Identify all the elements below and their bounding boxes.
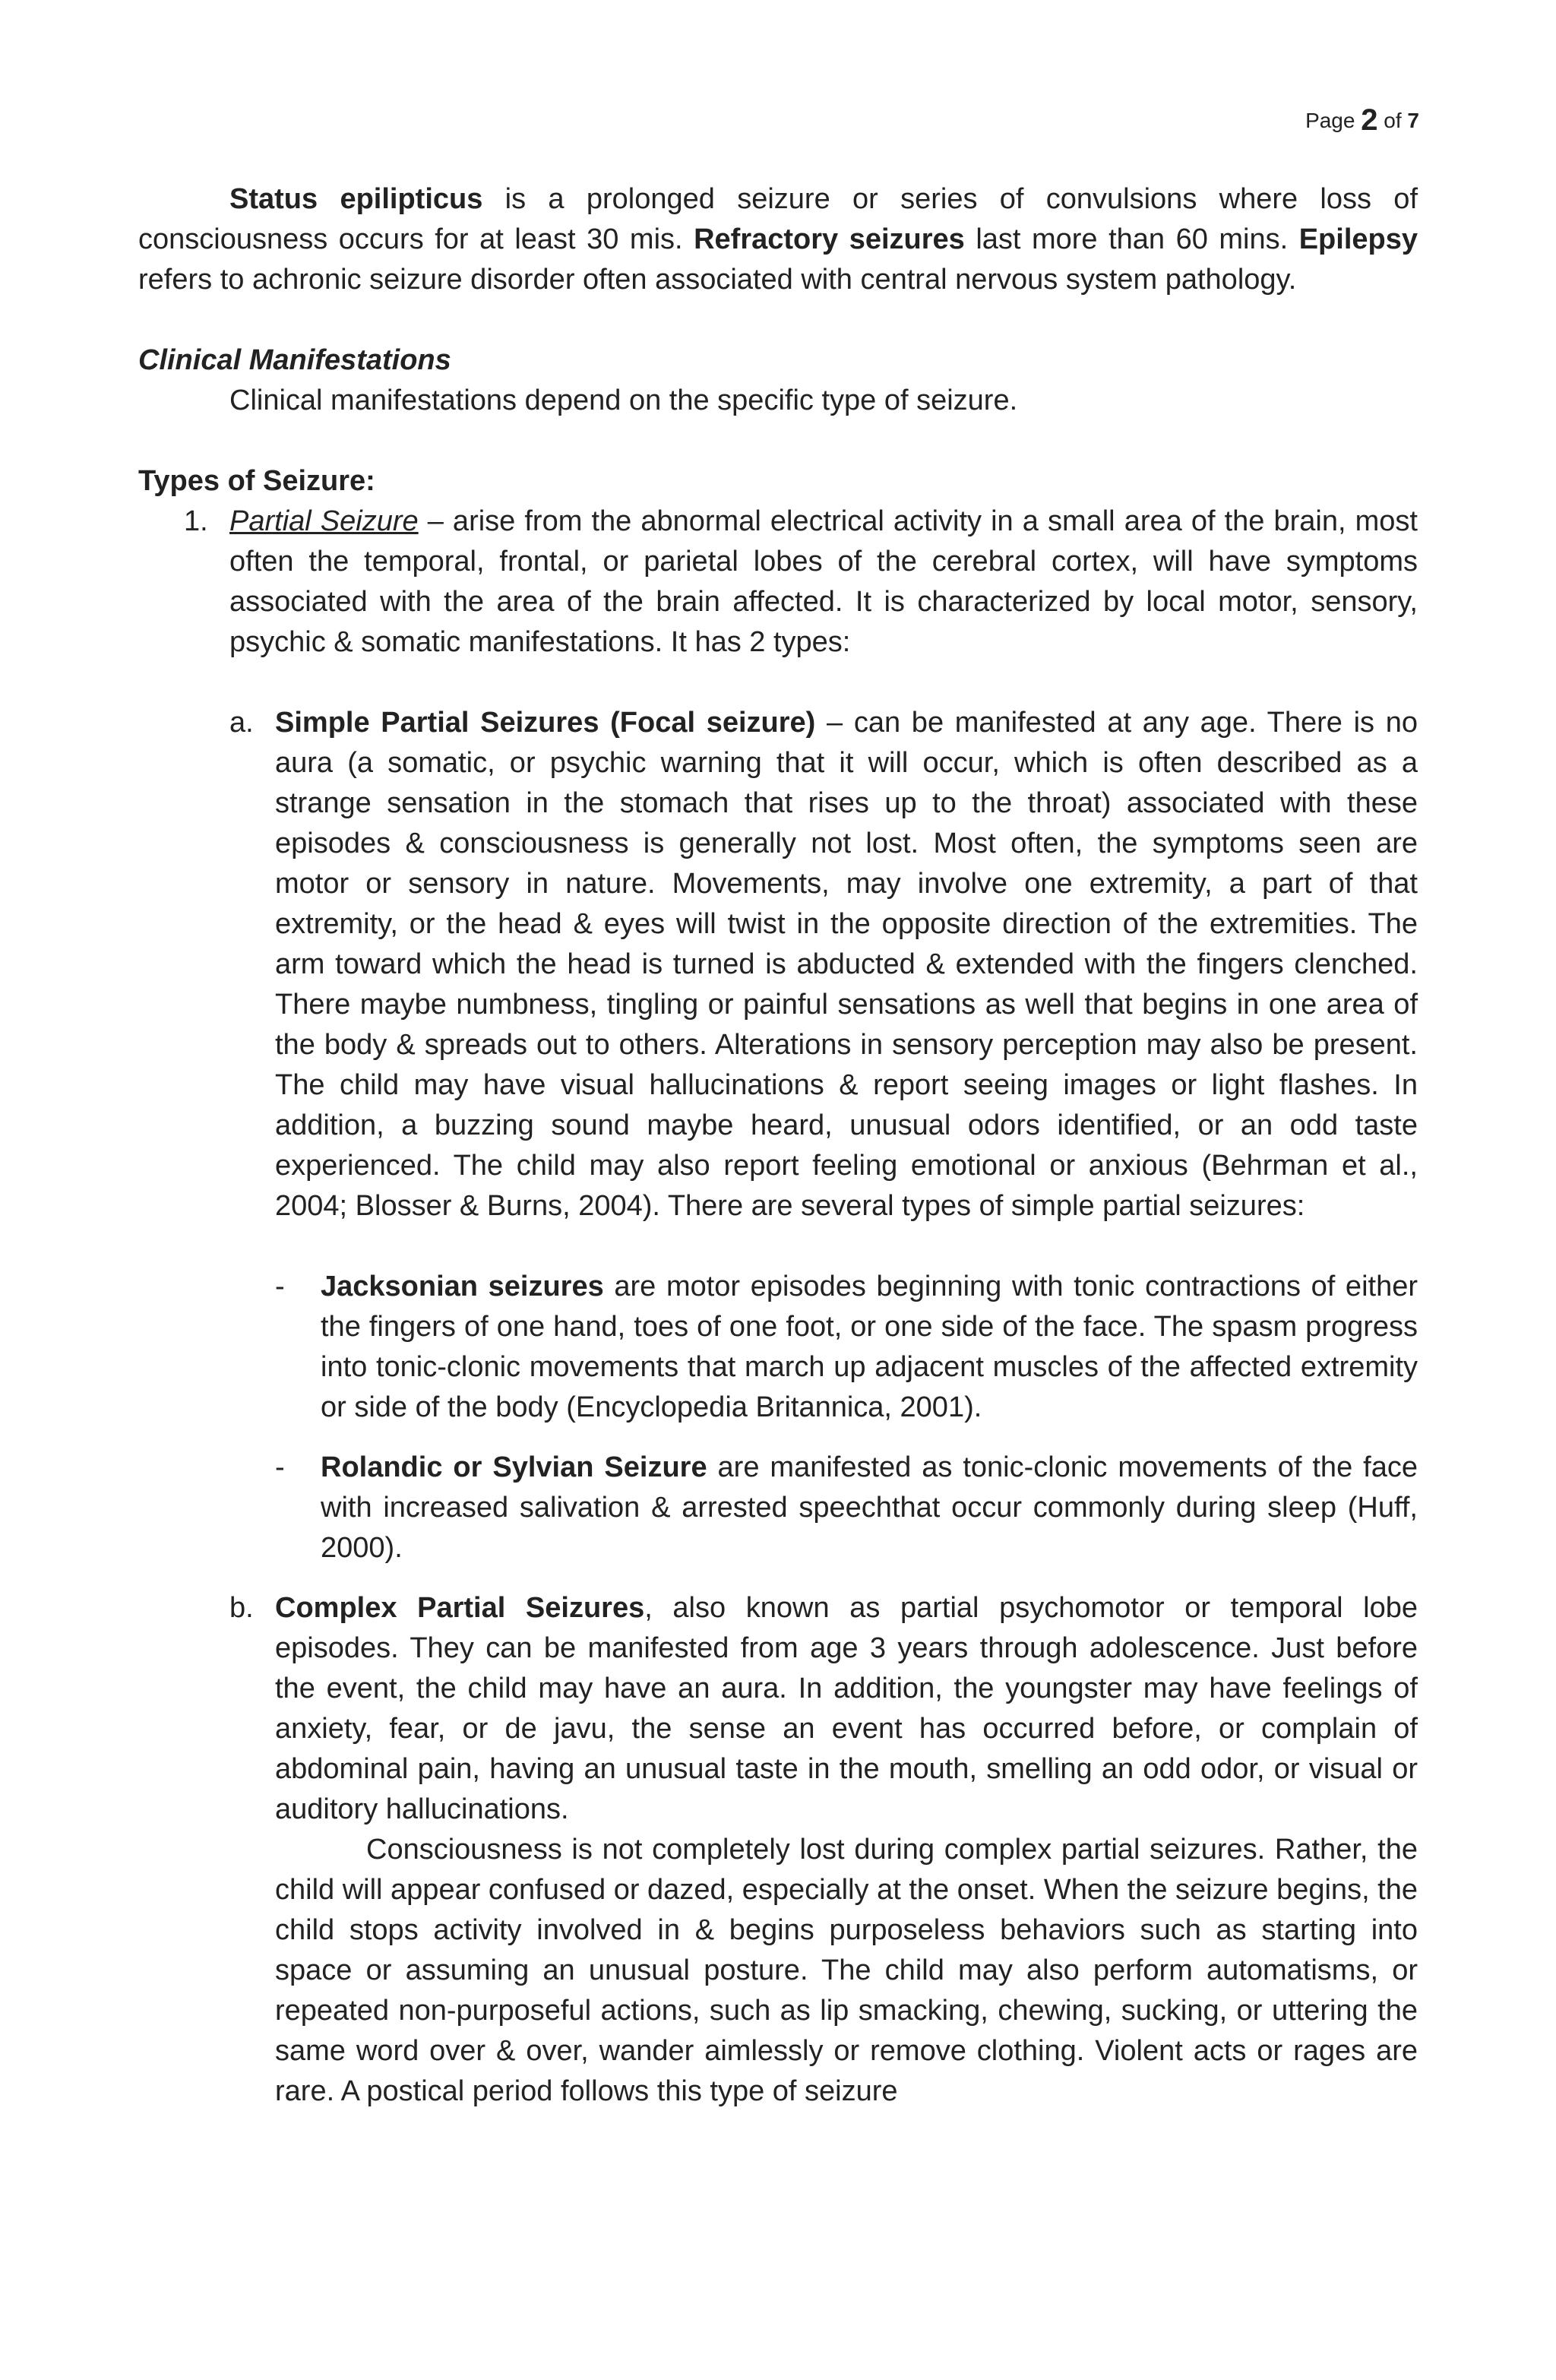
list-item-complex-partial xyxy=(138,1588,1418,1830)
complex-partial-para2: Consciousness is not completely lost during complex partial seizures. Rather, the child will appear confused or dazed, especially at the onset. When the seizure begins, the child stops activity involved in & begins purposeless behaviors such as starting into space or assuming an unusual posture. The child may also perform automatisms, or repeated non-purposeful actions, such as lip smacking, chewing, sucking, or uttering the same word over & over, wander aimlessly or remove clothing. Violent acts or rages are rare. A postical period follows this type of seizure xyxy=(275,1834,1418,2107)
jacksonian-text: are motor episodes beginning with tonic contractions of either the fingers of one hand, toes of one foot, or one side of the face. The spasm progress into tonic-clonic movements that march up adjacent muscles of the affected extremity or side of the body (Encyclopedia Britannica, 2001). xyxy=(321,1271,1418,1423)
term-epilepsy: Epilepsy xyxy=(1298,223,1418,255)
list-item-simple-partial xyxy=(138,703,1418,1226)
sub-marker-b: b. xyxy=(229,1592,254,1624)
page-number xyxy=(1305,103,1419,138)
types-heading: Types of Seizure: xyxy=(138,465,375,497)
dash-marker: - xyxy=(275,1451,285,1483)
term-status-epilipticus: Status epilipticus xyxy=(229,183,483,215)
clinical-heading: Clinical Manifestations xyxy=(138,344,451,376)
clinical-body: Clinical manifestations depend on the specific type of seizure. xyxy=(229,385,1018,416)
list-item-jacksonian xyxy=(138,1267,1418,1428)
term-simple-partial: Simple Partial Seizures (Focal seizure) xyxy=(275,707,816,739)
list-item-partial-seizure xyxy=(138,502,1418,663)
list-item-rolandic xyxy=(138,1448,1418,1568)
rolandic-text: are manifested as tonic-clonic movements of the face with increased salivation & arrested speechthat occur commonly during sleep (Huff, 2000). xyxy=(321,1451,1418,1564)
intro-text-2: last more than 60 mins. xyxy=(964,223,1299,255)
simple-partial-text: – can be manifested at any age. There is no aura (a somatic, or psychic warning that it will occur, which is often described as a strange sensation in the stomach that rises up to the throat) associated with these episodes & consciousness is generally not lost. Most often, the symptoms seen are motor or sensory in nature. Movements, may involve one extremity, a part of that extremity, or the head & eyes will twist in the opposite direction of the extremities. The arm toward which the head is turned is abducted & extended with the fingers clenched. There maybe numbness, tingling or painful sensations as well that begins in one area of the body & spreads out to others. Alterations in sensory perception may also be present. The child may have visual hallucinations & report seeing images or light flashes. In addition, a buzzing sound maybe heard, unusual odors identified, or an odd taste experienced. The child may also report feeling emotional or anxious (Behrman et al., 2004; Blosser & Burns, 2004). There are several types of simple partial seizures: xyxy=(275,707,1418,1222)
term-complex-partial: Complex Partial Seizures xyxy=(275,1592,645,1624)
term-partial-seizure: Partial Seizure xyxy=(229,505,419,537)
term-jacksonian: Jacksonian seizures xyxy=(321,1271,604,1302)
dash-marker: - xyxy=(275,1271,285,1302)
complex-partial-paragraph-2 xyxy=(138,1830,1418,2112)
term-rolandic: Rolandic or Sylvian Seizure xyxy=(321,1451,707,1483)
sub-marker-a: a. xyxy=(229,707,254,739)
intro-text-3: refers to achronic seizure disorder often associated with central nervous system pathology. xyxy=(138,264,1297,296)
list-number: 1. xyxy=(184,505,208,537)
document-body xyxy=(138,179,1418,2112)
page-prefix: Page xyxy=(1305,109,1355,132)
partial-seizure-text: – arise from the abnormal electrical activity in a small area of the brain, most often the temporal, frontal, or parietal lobes of the cerebral cortex, will have symptoms associated with the area of the brain affected. It is characterized by local motor, sensory, psychic & somatic manifestations. It has 2 types: xyxy=(229,505,1418,658)
page-current: 2 xyxy=(1361,103,1378,137)
term-refractory-seizures: Refractory seizures xyxy=(694,223,965,255)
page-total: 7 xyxy=(1407,109,1419,132)
page-of: of xyxy=(1384,109,1402,132)
intro-paragraph xyxy=(138,179,1418,300)
complex-partial-text: , also known as partial psychomotor or temporal lobe episodes. They can be manifested from age 3 years through adolescence. Just before the event, the child may have an aura. In addition, the youngster may have feelings of anxiety, fear, or de javu, the sense an event has occurred before, or complain of abdominal pain, having an unusual taste in the mouth, smelling an odd odor, or visual or auditory hallucinations. xyxy=(275,1592,1418,1825)
intro-text-1: is a prolonged seizure or series of convulsions where loss of consciousness occurs for at least 30 mis. xyxy=(138,183,1418,255)
